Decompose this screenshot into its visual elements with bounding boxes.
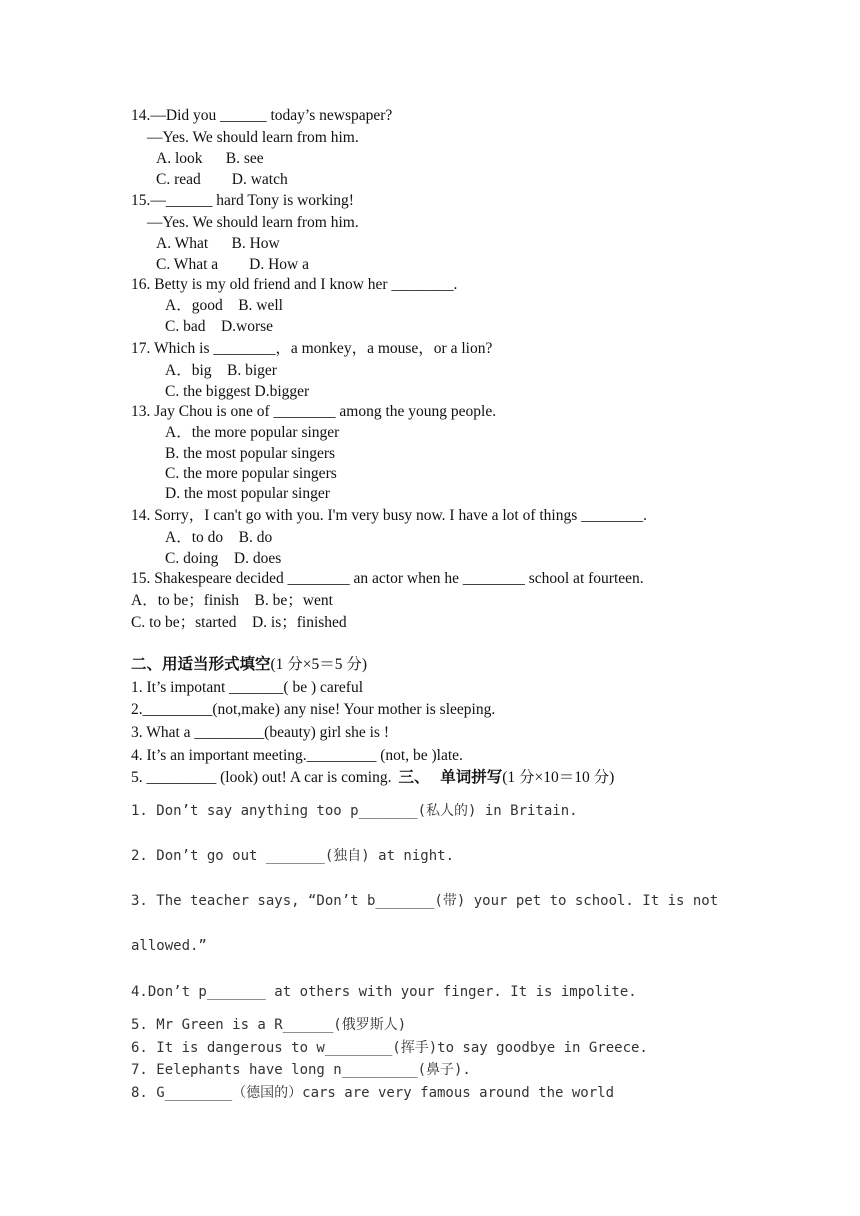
spelling-heading-score: (1 分×10＝10 分) — [502, 769, 615, 786]
fill-in-item-text: 5. _________ (look) out! A car is coming. — [131, 769, 392, 786]
spelling-item: 6. It is dangerous to w________(挥手)to say goodbye in Greece. — [131, 1040, 648, 1056]
answer-options: A．to do B. do — [165, 529, 273, 546]
answer-options: A．the more popular singer — [165, 424, 340, 441]
fill-in-item: 1. It’s impotant _______( be ) careful — [131, 679, 364, 696]
spelling-section-heading — [398, 769, 614, 786]
question-stem: 16. Betty is my old friend and I know her ________. — [131, 276, 458, 293]
spelling-heading-title: 三、 单词拼写 — [398, 768, 503, 786]
dialogue-reply: —Yes. We should learn from him. — [147, 129, 359, 146]
answer-options: C. to be；started D. is；finished — [131, 614, 347, 631]
question-stem: 15. Shakespeare decided ________ an actor when he ________ school at fourteen. — [131, 570, 644, 587]
answer-options: C. read D. watch — [156, 171, 288, 188]
spelling-item: 5. Mr Green is a R______(俄罗斯人) — [131, 1017, 407, 1033]
question-stem: 14. Sorry，I can't go with you. I'm very busy now. I have a lot of things ________. — [131, 507, 648, 524]
section-heading — [131, 657, 367, 673]
answer-options: C. doing D. does — [165, 550, 282, 567]
answer-options: C. bad D.worse — [165, 318, 274, 335]
spelling-item: 7. Eelephants have long n_________(鼻子). — [131, 1062, 471, 1078]
answer-options: C. the more popular singers — [165, 465, 337, 482]
answer-options: A．to be；finish B. be；went — [131, 592, 333, 609]
answer-options: D. the most popular singer — [165, 485, 330, 502]
dialogue-reply: —Yes. We should learn from him. — [147, 214, 359, 231]
question-stem: 13. Jay Chou is one of ________ among the young people. — [131, 403, 497, 420]
question-stem: 14.—Did you ______ today’s newspaper? — [131, 107, 393, 124]
spelling-item-continuation: allowed.” — [131, 938, 207, 954]
fill-in-item — [131, 770, 614, 786]
question-stem: 17. Which is ________，a monkey，a mouse，or a lion? — [131, 340, 493, 357]
answer-options: B. the most popular singers — [165, 445, 336, 462]
answer-options: C. the biggest D.bigger — [165, 383, 310, 400]
question-stem: 15.—______ hard Tony is working! — [131, 192, 354, 209]
spelling-item: 3. The teacher says, “Don’t b_______(带) your pet to school. It is not — [131, 893, 719, 909]
answer-options: C. What a D. How a — [156, 256, 309, 273]
spelling-item: 4.Don’t p_______ at others with your finger. It is impolite. — [131, 984, 637, 1000]
section-heading-score: (1 分×5＝5 分) — [270, 656, 368, 673]
spelling-item: 1. Don’t say anything too p_______(私人的) in Britain. — [131, 803, 578, 819]
answer-options: A．good B. well — [165, 297, 283, 314]
answer-options: A. look B. see — [156, 150, 264, 167]
fill-in-item: 4. It’s an important meeting._________ (not, be )late. — [131, 747, 463, 764]
answer-options: A. What B. How — [156, 235, 280, 252]
spelling-item: 2. Don’t go out _______(独自) at night. — [131, 848, 455, 864]
answer-options: A．big B. biger — [165, 362, 277, 379]
spelling-item: 8. G________（德国的）cars are very famous around the world — [131, 1085, 615, 1101]
fill-in-item: 3. What a _________(beauty) girl she is ! — [131, 724, 389, 741]
section-heading-title: 二、用适当形式填空 — [131, 655, 271, 673]
fill-in-item: 2._________(not,make) any nise! Your mother is sleeping. — [131, 701, 496, 718]
